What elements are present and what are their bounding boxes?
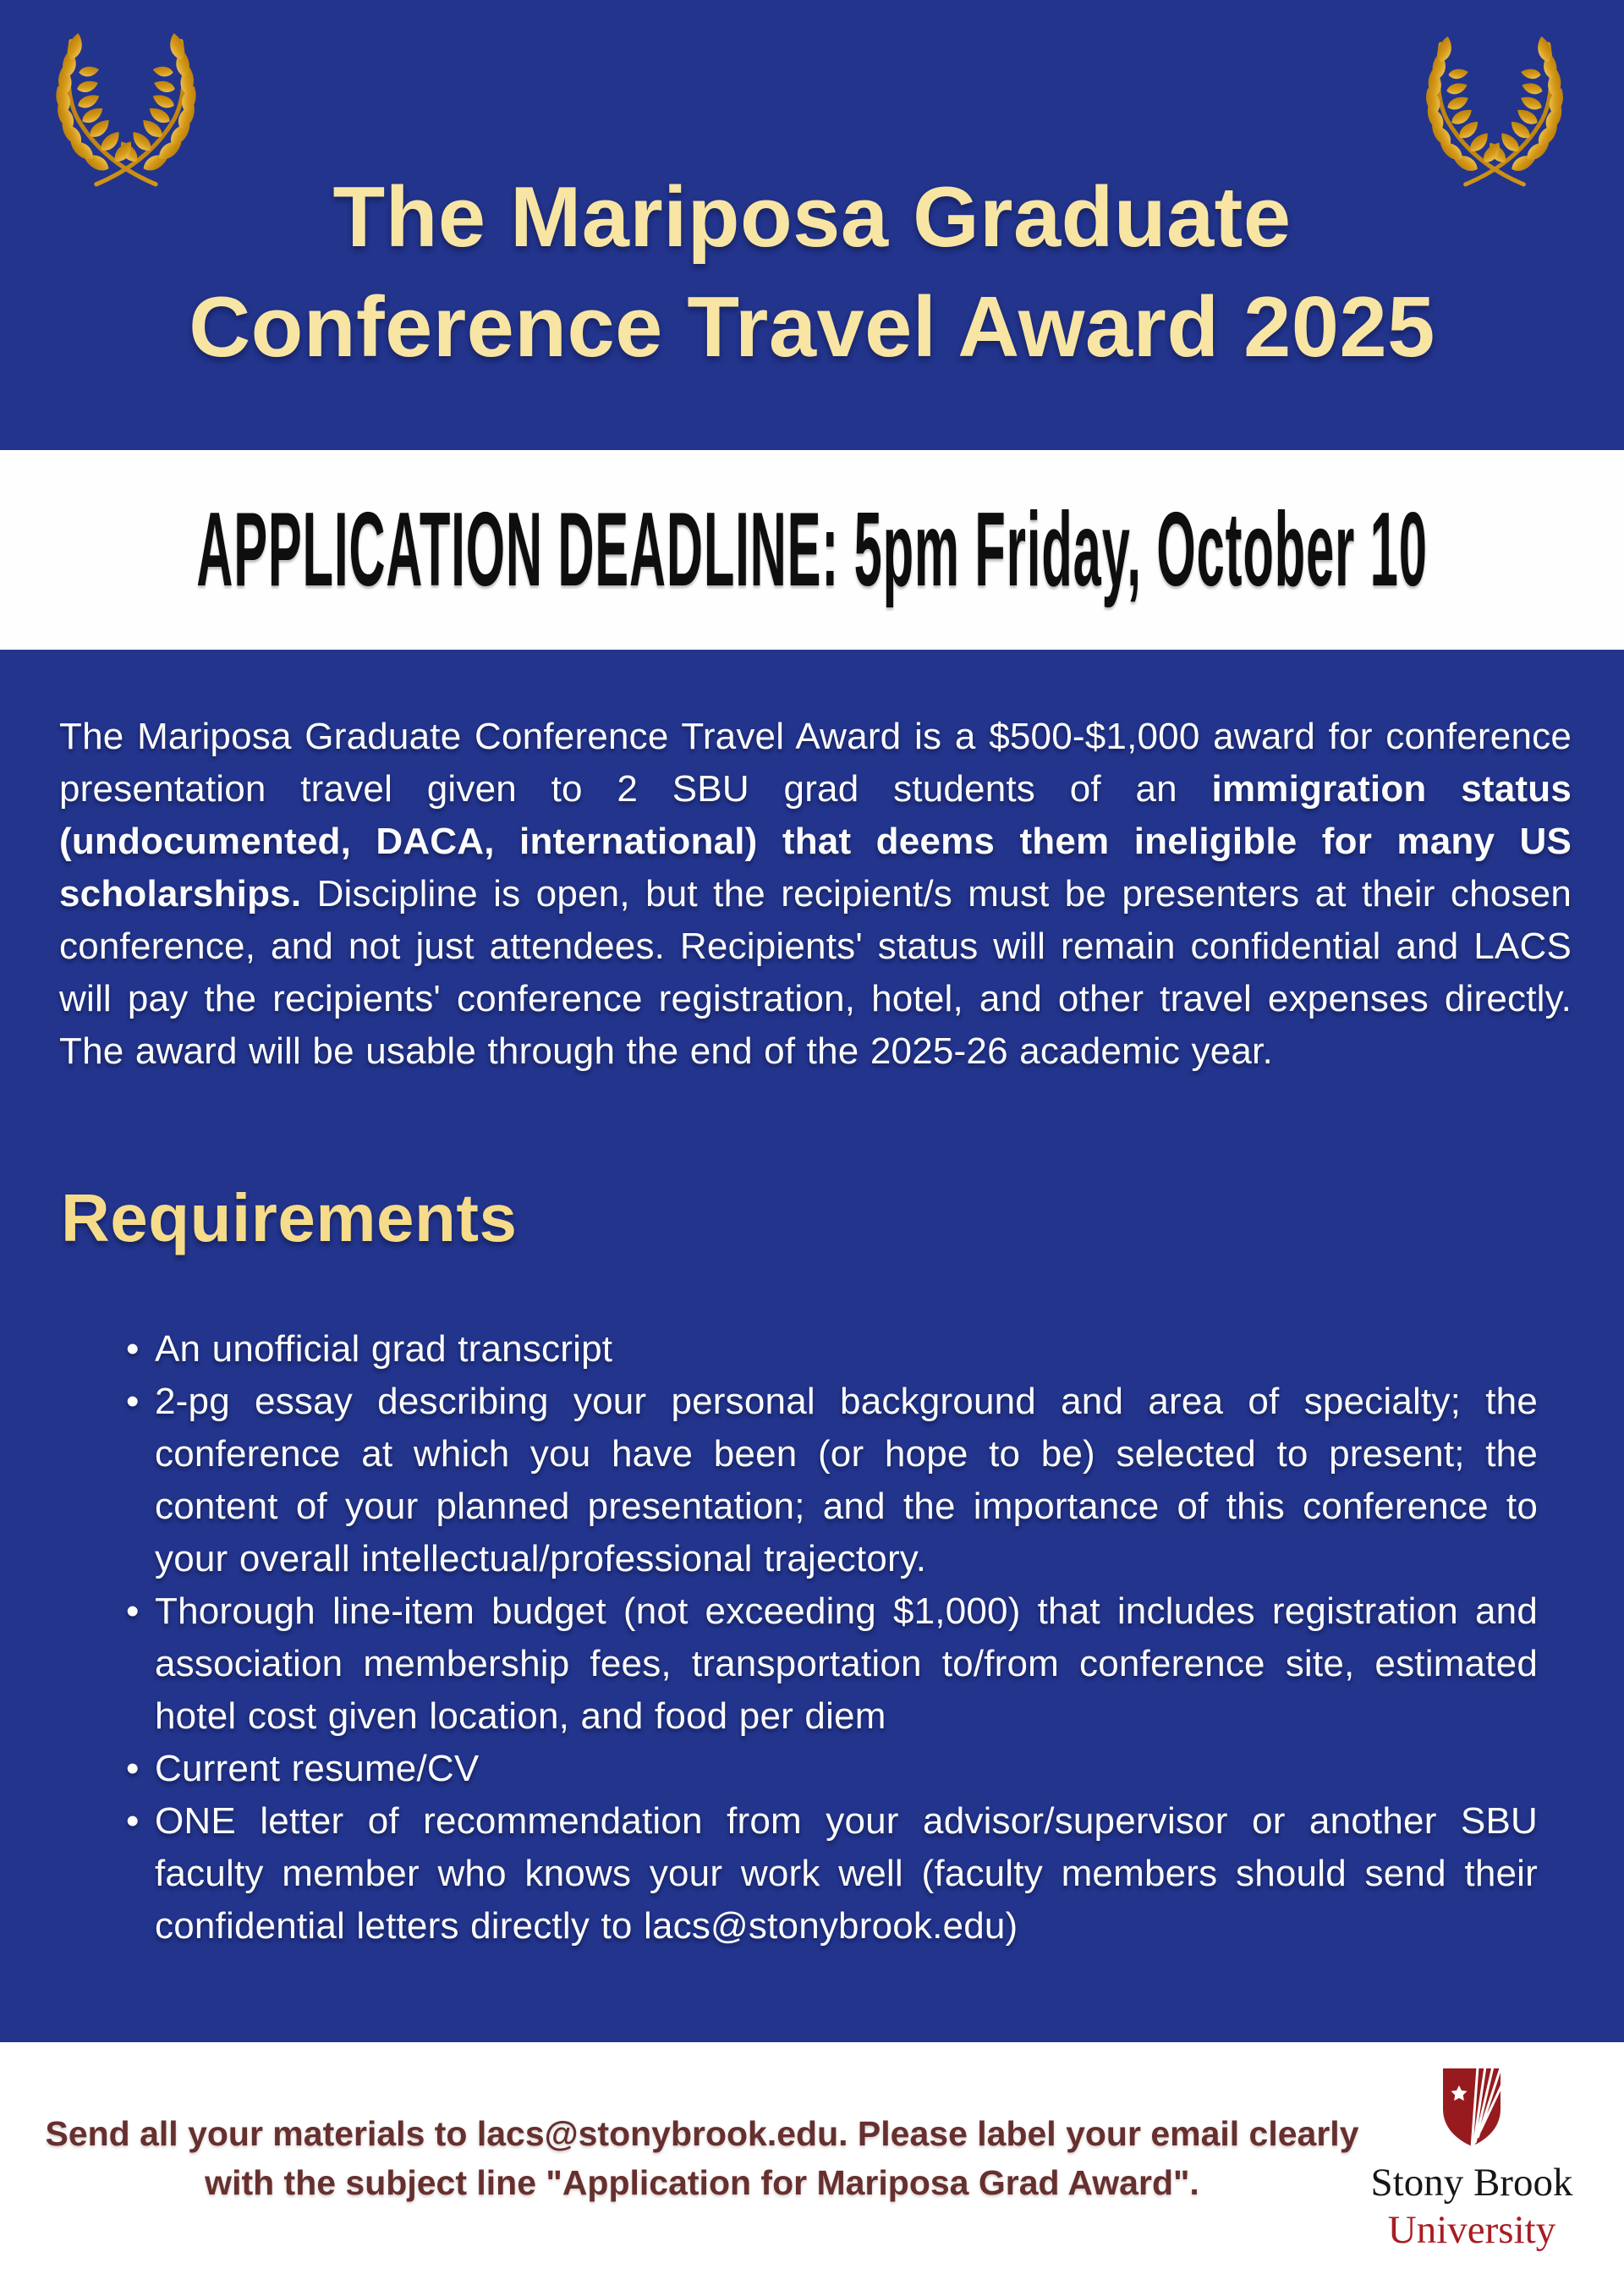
requirement-item: • Current resume/CV bbox=[155, 1743, 1538, 1795]
stony-brook-logo bbox=[1362, 2067, 1582, 2253]
requirement-item: • Thorough line-item budget (not exceeding $1,000) that includes registration and association membership fees, transportation to/from conference site, estimated hotel cost given location, and food per diem bbox=[155, 1585, 1538, 1743]
main-content bbox=[0, 650, 1624, 2042]
deadline-text: APPLICATION DEADLINE: 5pm Friday, October 10 bbox=[196, 492, 1428, 608]
deadline-banner bbox=[0, 450, 1624, 650]
page-title-line-1: The Mariposa Graduate bbox=[332, 170, 1292, 265]
intro-paragraph bbox=[59, 711, 1572, 1078]
intro-segment-bold: immigration status (undocumented, DACA, international) that deems them ineligible for many US scholarships. bbox=[59, 768, 1572, 915]
requirement-item: • 2-pg essay describing your personal background and area of specialty; the conference at which you have been (or hope to be) selected to present; the content of your planned presentation; and the importance of this conference to your overall intellectual/professional trajectory. bbox=[155, 1376, 1538, 1585]
page-title bbox=[0, 162, 1624, 382]
stony-brook-shield-icon bbox=[1437, 2067, 1506, 2150]
hero-section bbox=[0, 0, 1624, 450]
requirements-heading: Requirements bbox=[61, 1180, 518, 1255]
requirement-item: • ONE letter of recommendation from your advisor/supervisor or another SBU faculty member who knows your work well (faculty members should send their confidential letters directly to lacs@stonybrook.edu) bbox=[155, 1795, 1538, 1953]
requirement-item: • An unofficial grad transcript bbox=[155, 1323, 1538, 1376]
intro-segment: The Mariposa Graduate Conference Travel Award is a $500-$1,000 award for conference presentation travel given to 2 SBU grad students of an bbox=[59, 716, 1572, 810]
intro-segment: Discipline is open, but the recipient/s must be presenters at their chosen conference, and not just attendees. Recipients' status will remain confidential and LACS will pay the recipients' conference registration, hotel, and other travel expenses directly. The award will be usable through the end of the 2025-26 academic year. bbox=[59, 873, 1572, 1072]
footer-section bbox=[0, 2042, 1624, 2274]
logo-text-university: University bbox=[1387, 2208, 1556, 2252]
requirements-list bbox=[59, 1323, 1572, 1953]
footer-message: Send all your materials to lacs@stonybrook.edu. Please label your email clearly with the subject line "Application for Mariposa Grad Award". bbox=[45, 2114, 1359, 2202]
logo-text-stony-brook: Stony Brook bbox=[1370, 2161, 1573, 2205]
page-title-line-2: Conference Travel Award 2025 bbox=[189, 280, 1435, 375]
